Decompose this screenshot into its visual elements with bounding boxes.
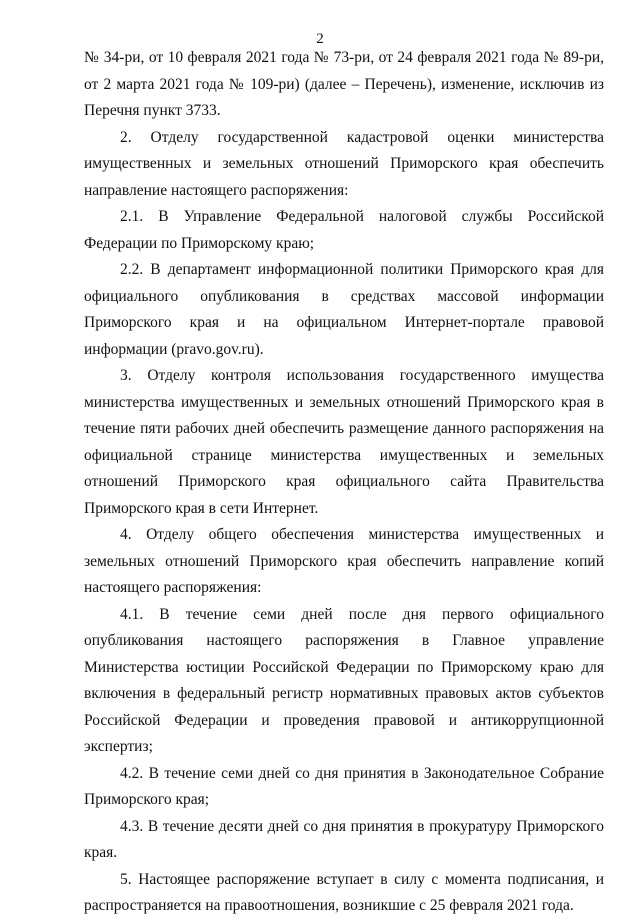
paragraph-item-2: 2. Отделу государственной кадастровой оценки министерства имущественных и земельных отношений Приморского края обеспечить направление настоящего распоряжения: (84, 128, 604, 199)
paragraph-item-4-3: 4.3. В течение десяти дней со дня принятия в прокуратуру Приморского края. (84, 817, 604, 861)
paragraph-item-4: 4. Отделу общего обеспечения министерства имущественных и земельных отношений Приморского края обеспечить направление копий настоящего распоряжения: (84, 526, 604, 596)
paragraph-continuation: № 34-ри, от 10 февраля 2021 года № 73-ри, от 24 февраля 2021 года № 89-ри, от 2 марта 2021 года № 109-ри) (далее – Перечень), изменение, исключив из Перечня пункт 3733. (84, 49, 604, 119)
document-body (84, 45, 604, 920)
paragraph-item-4-2: 4.2. В течение семи дней со дня принятия в Законодательное Собрание Приморского края; (84, 764, 604, 808)
paragraph-item-3: 3. Отделу контроля использования государственного имущества министерства имущественных и земельных отношений Приморского края в течение пяти рабочих дней обеспечить размещение данного распоряжения на официальной странице министерства имущественных и земельных отношений Приморского края официального сайта Правительства Приморского края в сети Интернет. (84, 367, 604, 517)
paragraph-item-4-1: 4.1. В течение семи дней после дня первого официального опубликования настоящего распоряжения в Главное управление Министерства юстиции Российской Федерации по Приморскому краю для включения в федеральный регистр нормативных правовых актов субъектов Российской Федерации и проведения правовой и антикоррупционной экспертиз; (84, 605, 604, 755)
paragraph-item-2-2: 2.2. В департамент информационной политики Приморского края для официального опубликования в средствах массовой информации Приморского края и на официальном Интернет-портале правовой информации (pravo.gov.ru). (84, 261, 604, 358)
paragraph-item-5: 5. Настоящее распоряжение вступает в силу с момента подписания, и распространяется на правоотношения, возникшие с 25 февраля 2021 года. (84, 870, 604, 914)
page-number: 2 (316, 31, 324, 47)
paragraph-item-2-1: 2.1. В Управление Федеральной налоговой службы Российской Федерации по Приморскому краю; (84, 208, 604, 252)
